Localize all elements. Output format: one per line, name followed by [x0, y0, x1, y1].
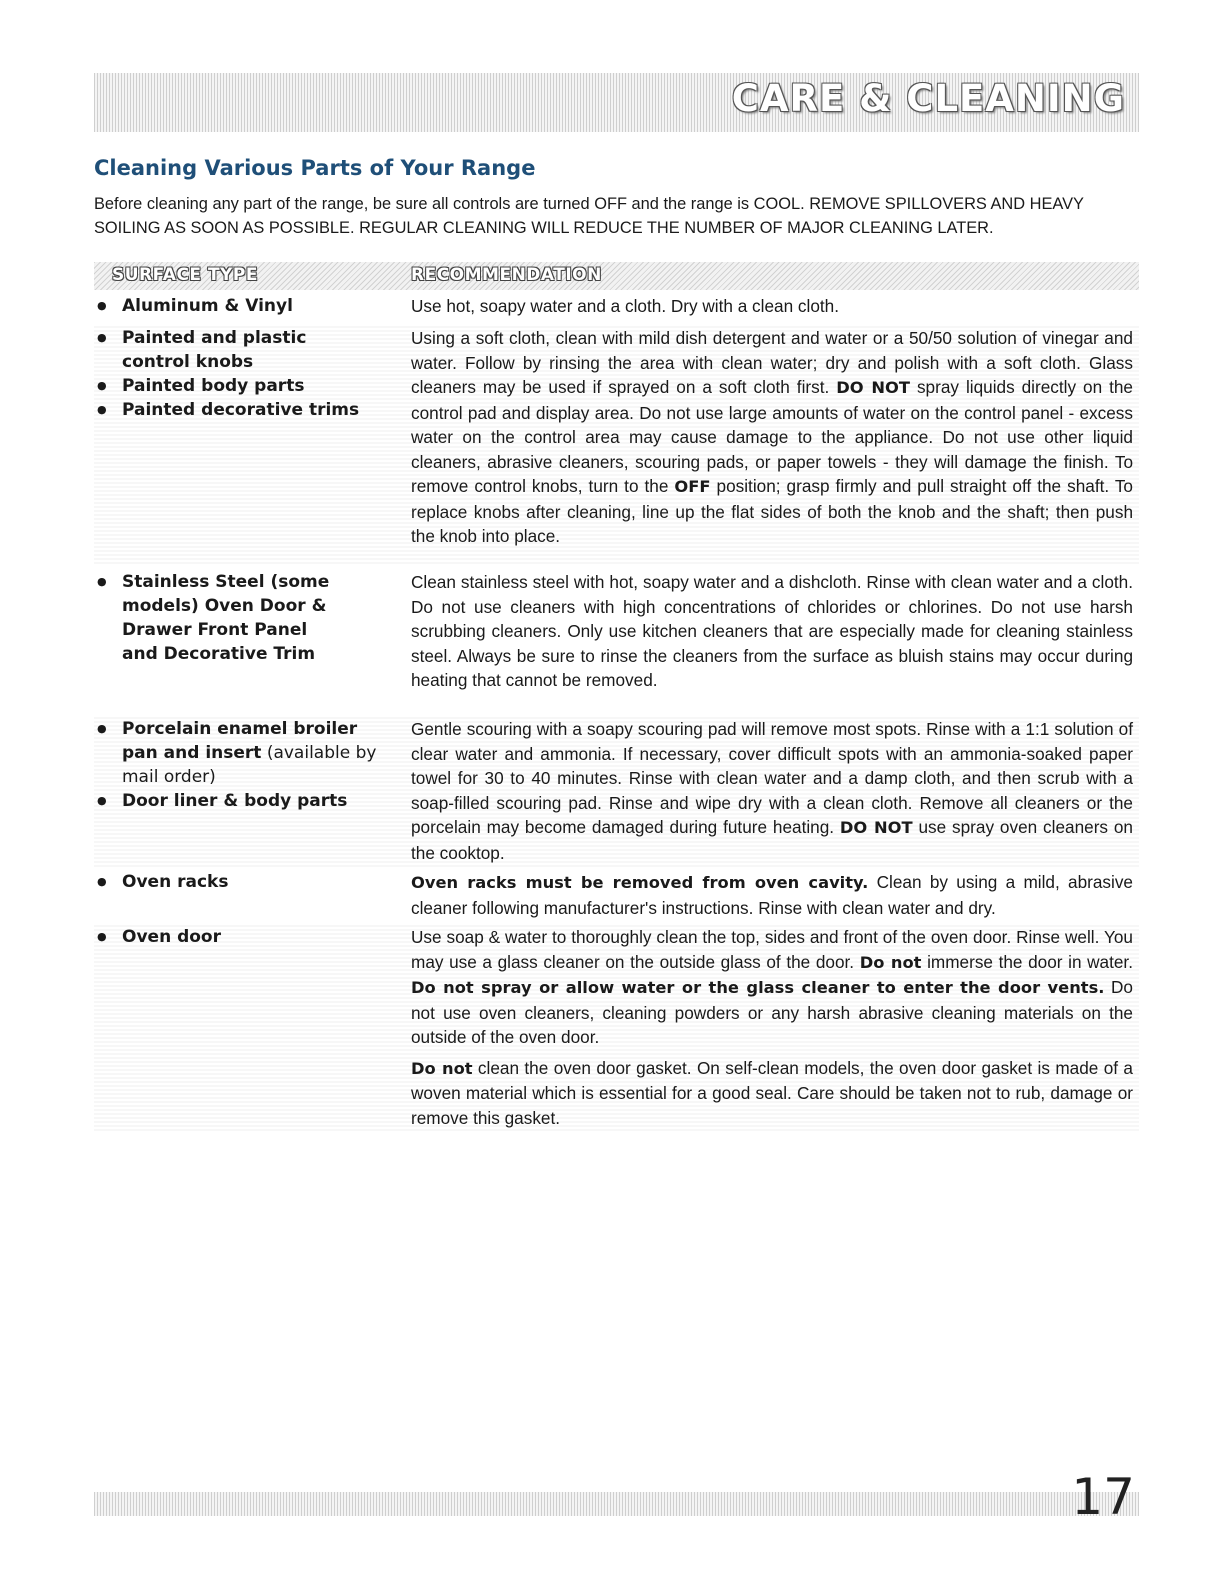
- surface-type-item: [94, 294, 399, 318]
- recommendation-segment: Using a soft cloth, clean with mild dish detergent and water or a 50/50 solution of vinegar and water. Follow by rinsing the area with clean water; dry and polish with a soft cloth. Glass cleaners may be used if sprayed on a soft cloth first.: [411, 328, 1133, 397]
- surface-type-item: [94, 398, 374, 422]
- surface-type-list: [94, 294, 399, 318]
- surface-type-label: Painted decorative trims: [122, 400, 360, 420]
- recommendation-segment: Clean stainless steel with hot, soapy water and a dishcloth. Rinse with clean water and a cloth. Do not use cleaners with high concentrations of chlorides or chlorines. Do not use harsh scrubbing cleaners. Only use kitchen cleaners that are especially made for cleaning stainless steel. Always be sure to rinse the cleaners from the surface as bluish stains may occur during heating that cannot be removed.: [411, 572, 1133, 690]
- recommendation-segment: Do not use oven cleaners, cleaning powders or any harsh abrasive cleaning materials on the outside of the oven door.: [411, 977, 1133, 1047]
- surface-type-label: Painted and plastic control knobs: [122, 328, 307, 372]
- surface-type-list: [94, 717, 379, 813]
- recommendation-segment: clean the oven door gasket. On self-clean models, the oven door gasket is made of a woven material which is essential for a good seal. Care should be taken not to rub, damage or remove this gasket.: [411, 1057, 1133, 1128]
- page-number: 17: [1071, 1468, 1135, 1526]
- surface-type-label: Door liner & body parts: [122, 791, 348, 811]
- recommendation-text: [411, 870, 1133, 920]
- header-title: CARE & CLEANING: [731, 77, 1125, 120]
- emphasis-text: DO NOT: [836, 378, 910, 397]
- surface-type-label: Porcelain enamel broiler pan and insert: [122, 719, 358, 763]
- recommendation-text: [411, 570, 1133, 693]
- recommendation-segment: position; grasp firmly and pull straight off the shaft. To replace knobs after cleaning, line up the flat sides of both the knob and the shaft; then push the knob into place.: [411, 476, 1133, 546]
- emphasis-text: Oven racks must be removed from oven cavity.: [411, 873, 869, 892]
- recommendation-segment: spray liquids directly on the control pad and display area. Do not use large amounts of water on the control panel - excess water on the control area may cause damage to the appliance. Do not use other liquid cleaners, abrasive cleaners, scouring pads, or paper towels - they will damage the finish. To remove control knobs, turn to the: [411, 377, 1133, 496]
- table-row: [94, 870, 1139, 922]
- table-row: [94, 326, 1139, 566]
- recommendation-paragraph: [411, 870, 1133, 920]
- table-row: [94, 570, 1139, 715]
- surface-type-label: Oven racks: [122, 872, 229, 892]
- recommendation-text: [411, 294, 1133, 319]
- recommendation-segment: use spray oven cleaners on the cooktop.: [411, 817, 1133, 863]
- recommendation-segment: Clean by using a mild, abrasive cleaner following manufacturer's instructions. Rinse with clean water and dry.: [411, 872, 1133, 918]
- surface-type-list: [94, 870, 399, 894]
- recommendation-paragraph: [411, 1056, 1133, 1131]
- surface-type-label: Aluminum & Vinyl: [122, 296, 293, 316]
- intro-paragraph: Before cleaning any part of the range, be sure all controls are turned OFF and the range is COOL. REMOVE SPILLOVERS AND HEAVY SOILING AS SOON AS POSSIBLE. REGULAR CLEANING WILL REDUCE THE NUMBER OF MAJOR CLEANING LATER.: [94, 195, 1084, 237]
- emphasis-text: Do not spray or allow water or the glass cleaner to enter the door vents.: [411, 978, 1105, 997]
- surface-type-item: [94, 326, 374, 374]
- surface-type-note: (available by mail order): [122, 743, 377, 787]
- recommendation-segment: Use soap & water to thoroughly clean the top, sides and front of the oven door. Rinse well. You may use a glass cleaner on the outside glass of the door.: [411, 927, 1133, 972]
- header-banner: [94, 73, 1139, 132]
- recommendation-segment: Gentle scouring with a soapy scouring pad will remove most spots. Rinse with a 1:1 solution of clear water and ammonia. If necessary, cover difficult spots with an ammonia-soaked paper towel for 30 to 40 minutes. Rinse with clean water and a damp cloth, and then scrub with a soap-filled scouring pad. Rinse and wipe dry with a clean cloth. Remove all cleaners or the porcelain may become damaged during future heating.: [411, 719, 1133, 837]
- emphasis-text: OFF: [674, 477, 711, 496]
- table-row: [94, 717, 1139, 867]
- surface-type-list: [94, 925, 399, 949]
- surface-type-label: Stainless Steel (some models) Oven Door & Drawer Front Panel and Decorative Trim: [122, 572, 330, 664]
- recommendation-paragraph: [411, 570, 1133, 693]
- recommendation-text: [411, 717, 1133, 865]
- footer-bar: [94, 1492, 1139, 1516]
- surface-type-item: [94, 717, 379, 789]
- surface-type-label: Painted body parts: [122, 376, 305, 396]
- table-row: [94, 925, 1139, 1133]
- emphasis-text: DO NOT: [839, 818, 913, 837]
- section-heading: Cleaning Various Parts of Your Range: [94, 156, 536, 180]
- surface-type-item: [94, 374, 374, 398]
- surface-type-item: [94, 570, 334, 666]
- surface-type-item: [94, 789, 379, 813]
- table-header: [94, 262, 1139, 290]
- surface-type-list: [94, 570, 334, 666]
- surface-type-label: Oven door: [122, 927, 221, 947]
- table-row: [94, 294, 1139, 324]
- recommendation-paragraph: [411, 717, 1133, 865]
- recommendation-text: [411, 925, 1133, 1130]
- recommendation-header: RECOMMENDATION: [411, 265, 602, 285]
- recommendation-segment: immerse the door in water.: [921, 951, 1133, 972]
- surface-type-list: [94, 326, 374, 422]
- emphasis-text: Do not: [859, 952, 922, 972]
- emphasis-text: Do not: [411, 1058, 473, 1078]
- recommendation-paragraph: [411, 326, 1133, 549]
- surface-type-item: [94, 870, 399, 894]
- recommendation-text: [411, 326, 1133, 549]
- recommendation-segment: Use hot, soapy water and a cloth. Dry with a clean cloth.: [411, 296, 839, 316]
- recommendation-paragraph: [411, 925, 1133, 1050]
- surface-type-header: SURFACE TYPE: [112, 265, 258, 285]
- surface-type-item: [94, 925, 399, 949]
- recommendation-paragraph: [411, 294, 1133, 319]
